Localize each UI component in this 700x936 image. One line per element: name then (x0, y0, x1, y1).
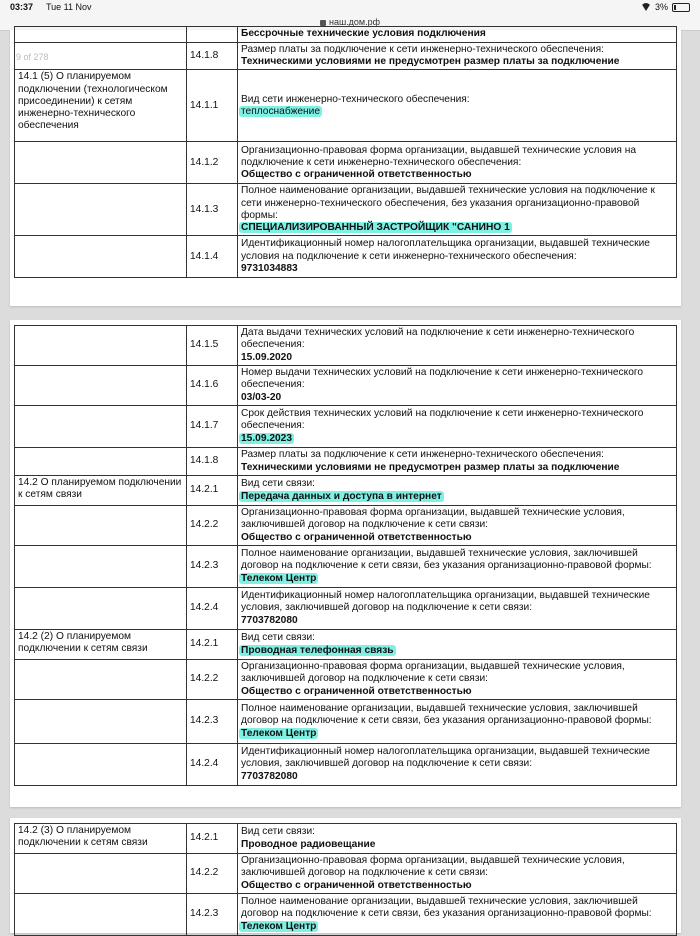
table-row (15, 236, 677, 278)
row-code: 14.2.3 (187, 700, 238, 744)
row-value-highlighted: 15.09.2023 (241, 432, 292, 444)
row-code: 14.1.8 (187, 43, 238, 70)
table-row (15, 894, 677, 936)
row-value-highlighted: теплоснабжение (241, 105, 321, 117)
row-value: 7703782080 (241, 770, 298, 782)
table-row (15, 43, 677, 70)
section-title: 14.2 (3) О планируемом подключении к сетям связи (15, 824, 187, 854)
table-row (15, 744, 677, 786)
table-row (15, 184, 677, 236)
row-label: Срок действия технических условий на подключение к сети инженерно-технического обеспечения: (241, 408, 644, 432)
table-row (15, 448, 677, 476)
table-row (15, 824, 677, 854)
row-code: 14.2.1 (187, 824, 238, 854)
row-value-highlighted: Передача данных и доступа в интернет (241, 490, 442, 502)
row-label: Номер выдачи технических условий на подключение к сети инженерно-технического обеспечения: (241, 367, 644, 391)
doc-table-2 (14, 325, 677, 786)
wifi-icon (641, 3, 651, 11)
status-bar (0, 0, 700, 14)
row-value: Проводное радиовещание (241, 838, 376, 850)
table-row (15, 70, 677, 142)
row-label: Идентификационный номер налогоплательщика организации, выдавшей технические условия, заключившей договор на подключение к сети связи: (241, 590, 650, 614)
row-label: Размер платы за подключение к сети инженерно-технического обеспечения: (241, 449, 605, 461)
lock-icon (320, 20, 326, 26)
table-row (15, 546, 677, 588)
row-value-highlighted: Проводная телефонная связь (241, 644, 394, 656)
table-row (15, 854, 677, 894)
row-label: Полное наименование организации, выдавшей технические условия, заключившей договор на подключение к сети связи, без указания организационно-правовой формы: (241, 548, 652, 572)
table-row (15, 660, 677, 700)
row-label: Вид сети связи: (241, 478, 315, 490)
page-indicator: 9 of 278 (16, 52, 49, 62)
row-label: Вид сети связи: (241, 826, 315, 838)
row-code: 14.2.3 (187, 894, 238, 936)
row-value: Общество с ограниченной ответственностью (241, 879, 472, 891)
status-date: Tue 11 Nov (46, 2, 92, 12)
row-code: 14.2.2 (187, 660, 238, 700)
row-value-highlighted: Телеком Центр (241, 572, 317, 584)
url-text: наш.дом.рф (328, 17, 381, 27)
document-page-2 (10, 320, 681, 807)
row-value-highlighted: Телеком Центр (241, 727, 317, 739)
table-row (15, 506, 677, 546)
status-time: 03:37 (10, 2, 34, 12)
battery-icon (672, 3, 690, 12)
row-code: 14.1.7 (187, 406, 238, 448)
row-code: 14.2.1 (187, 476, 238, 506)
row-label: Вид сети инженерно-технического обеспечения: (241, 93, 470, 105)
table-row (15, 142, 677, 184)
row-label: Организационно-правовая форма организации, выдавшей технические условия, заключившей договор на подключение к сети связи: (241, 661, 625, 685)
row-value: Техническими условиями не предусмотрен размер платы за подключение (241, 56, 620, 68)
row-code: 14.2.2 (187, 854, 238, 894)
row-value: Техническими условиями не предусмотрен размер платы за подключение (241, 461, 620, 473)
row-value: Общество с ограниченной ответственностью (241, 685, 472, 697)
row-label: Организационно-правовая форма организации, выдавшей технические условия, заключившей договор на подключение к сети связи: (241, 855, 625, 879)
doc-table-3 (14, 823, 677, 936)
row-value: 9731034883 (241, 262, 298, 274)
row-label: Размер платы за подключение к сети инженерно-технического обеспечения: (241, 44, 605, 55)
row-code: 14.1.5 (187, 326, 238, 366)
cell-value: Бессрочные технические условия подключения (238, 27, 677, 43)
row-code: 14.2.4 (187, 588, 238, 630)
table-row (15, 588, 677, 630)
row-code: 14.2.4 (187, 744, 238, 786)
row-code: 14.2.1 (187, 630, 238, 660)
row-label: Идентификационный номер налогоплательщика организации, выдавшей технические условия на подключение к сети инженерно-технического обеспечения: (241, 238, 650, 262)
row-value-highlighted: СПЕЦИАЛИЗИРОВАННЫЙ ЗАСТРОЙЩИК "САНИНО 1 (241, 222, 510, 234)
status-right (641, 0, 690, 14)
document-page-3 (10, 818, 681, 933)
table-row (15, 700, 677, 744)
row-code: 14.1.4 (187, 236, 238, 278)
row-value: Общество с ограниченной ответственностью (241, 169, 472, 180)
row-value-highlighted: Телеком Центр (241, 920, 317, 932)
row-code: 14.2.3 (187, 546, 238, 588)
battery-percent: 3% (654, 2, 668, 12)
row-value: 15.09.2020 (241, 351, 292, 363)
table-row (15, 476, 677, 506)
row-code: 14.1.2 (187, 142, 238, 184)
table-row (15, 630, 677, 660)
section-title: 14.2 (2) О планируемом подключении к сетям связи (15, 630, 187, 660)
row-label: Полное наименование организации, выдавшей технические условия, заключившей договор на подключение к сети связи, без указания организационно-правовой формы: (241, 703, 652, 727)
row-label: Идентификационный номер налогоплательщика организации, выдавшей технические условия, заключившей договор на подключение к сети связи: (241, 746, 650, 770)
row-label: Вид сети связи: (241, 632, 315, 644)
row-label: Дата выдачи технических условий на подключение к сети инженерно-технического обеспечения: (241, 327, 635, 351)
row-label: Полное наименование организации, выдавшей технические условия на подключение к сети инженерно-технического обеспечения, без указания организационно-правовой формы: (241, 185, 655, 221)
table-row (15, 366, 677, 406)
section-title: 14.1 (5) О планируемом подключении (технологическом присоединении) к сетям инженерно-технического обеспечения (15, 70, 187, 142)
row-value: Общество с ограниченной ответственностью (241, 531, 472, 543)
row-code: 14.1.8 (187, 448, 238, 476)
document-page-1 (10, 30, 681, 306)
row-value: 03/03-20 (241, 391, 282, 403)
row-value: 7703782080 (241, 614, 298, 626)
row-code: 14.2.2 (187, 506, 238, 546)
row-label: Организационно-правовая форма организации, выдавшей технические условия, заключившей договор на подключение к сети связи: (241, 507, 625, 531)
row-label: Полное наименование организации, выдавшей технические условия, заключившей договор на подключение к сети связи, без указания организационно-правовой формы: (241, 896, 652, 920)
table-row (15, 326, 677, 366)
section-title: 14.2 О планируемом подключении к сетям связи (15, 476, 187, 506)
row-code: 14.1.6 (187, 366, 238, 406)
row-label: Организационно-правовая форма организации, выдавшей технические условия на подключение к сети инженерно-технического обеспечения: (241, 144, 637, 168)
table-row (15, 406, 677, 448)
row-code: 14.1.3 (187, 184, 238, 236)
doc-table-1 (14, 26, 677, 278)
row-code: 14.1.1 (187, 70, 238, 142)
table-row (15, 27, 677, 43)
